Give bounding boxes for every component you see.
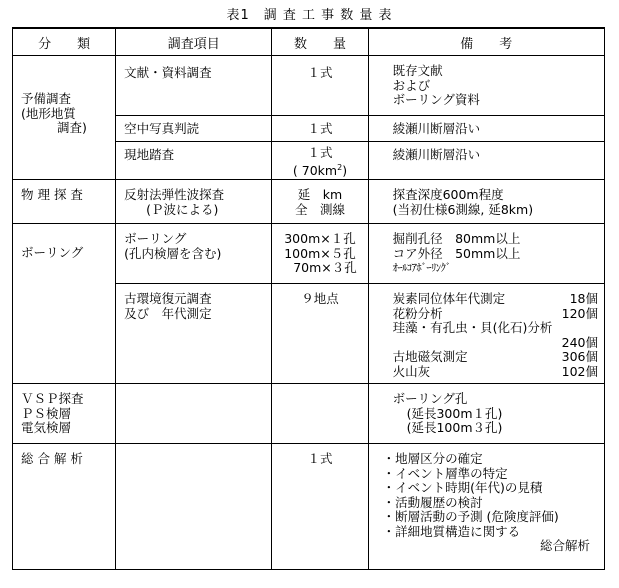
item-paleoenv: 古環境復元調査 及び 年代測定 xyxy=(116,284,272,384)
table-row xyxy=(13,56,605,116)
remarks-seismic: 探査深度600m程度 (当初仕様6測線, 延8km) xyxy=(368,180,604,224)
list-item: ・活動履歴の検討 xyxy=(382,494,483,510)
item-boring: ボーリング (孔内検層を含む) xyxy=(116,224,272,284)
category-boring: ボーリング xyxy=(13,224,116,384)
survey-quantity-table xyxy=(12,27,605,570)
category-analysis: 総 合 解 析 xyxy=(13,444,116,570)
table-row xyxy=(13,224,605,284)
list-item: ・地層区分の確定 xyxy=(382,451,483,466)
item-literature: 文献・資料調査 xyxy=(116,56,272,116)
header-item: 調査項目 xyxy=(116,28,272,56)
item-field-survey: 現地踏査 xyxy=(116,142,272,180)
table-row xyxy=(13,444,605,570)
quantity-paleoenv: ９地点 xyxy=(272,284,368,384)
category-physical: 物 理 探 査 xyxy=(13,180,116,224)
list-item: 総合解析 xyxy=(539,538,590,553)
category-prelim: 予備調査 (地形地質 調査) xyxy=(13,56,116,180)
remarks-paleoenv xyxy=(368,284,604,384)
list-item: 火山灰 102個 xyxy=(392,363,598,379)
quantity-seismic: 延 km 全 測線 xyxy=(272,180,368,224)
quantity-boring: 300m×１孔 100m×５孔 70m×３孔 xyxy=(272,224,368,284)
list-item: 珪藻・有孔虫・貝(化石)分析 xyxy=(392,320,553,335)
table-row xyxy=(13,180,605,224)
list-item: ・断層活動の予測 (危険度評価) xyxy=(382,509,559,524)
quantity-field-survey: １式 ( $70km^2$) xyxy=(272,142,368,180)
list-item: 240個 xyxy=(561,334,598,350)
list-item: 古地磁気測定 306個 xyxy=(392,349,598,364)
remarks-field-survey: 綾瀬川断層沿い xyxy=(368,142,604,180)
list-item: ・イベント層準の特定 xyxy=(382,465,508,481)
table-row xyxy=(13,384,605,444)
quantity-analysis: １式 xyxy=(272,444,368,570)
quantity-vsp xyxy=(272,384,368,444)
quantity-literature: １式 xyxy=(272,56,368,116)
item-analysis xyxy=(116,444,272,570)
table-title: 表1 調 査 工 事 数 量 表 xyxy=(226,8,393,23)
list-item: ・イベント時期(年代)の見積 xyxy=(382,480,543,495)
header-remarks: 備 考 xyxy=(368,28,604,56)
remarks-literature: 既存文献 および ボーリング資料 xyxy=(368,56,604,116)
header-category: 分 類 xyxy=(13,28,116,56)
item-vsp xyxy=(116,384,272,444)
list-item: 花粉分析 120個 xyxy=(392,305,598,321)
quantity-aerial-photo: １式 xyxy=(272,116,368,142)
category-vsp: ＶＳＰ探査 ＰＳ検層 電気検層 xyxy=(13,384,116,444)
remarks-boring: 掘削孔径 80mm以上 コア外径 50mm以上 ｵｰﾙｺｱﾎﾞｰﾘﾝｸﾞ xyxy=(368,224,604,284)
remarks-aerial-photo: 綾瀬川断層沿い xyxy=(368,116,604,142)
list-item: ・詳細地質構造に関する xyxy=(382,523,521,539)
remarks-analysis xyxy=(368,444,604,570)
remarks-vsp: ボーリング孔 (延長300m１孔) (延長100m３孔) xyxy=(368,384,604,444)
header-quantity: 数 量 xyxy=(272,28,368,56)
item-aerial-photo: 空中写真判読 xyxy=(116,116,272,142)
header-row xyxy=(13,28,605,56)
item-seismic: 反射法弾性波探査 (Ｐ波による) xyxy=(116,180,272,224)
list-item: 炭素同位体年代測定 18個 xyxy=(392,291,598,306)
